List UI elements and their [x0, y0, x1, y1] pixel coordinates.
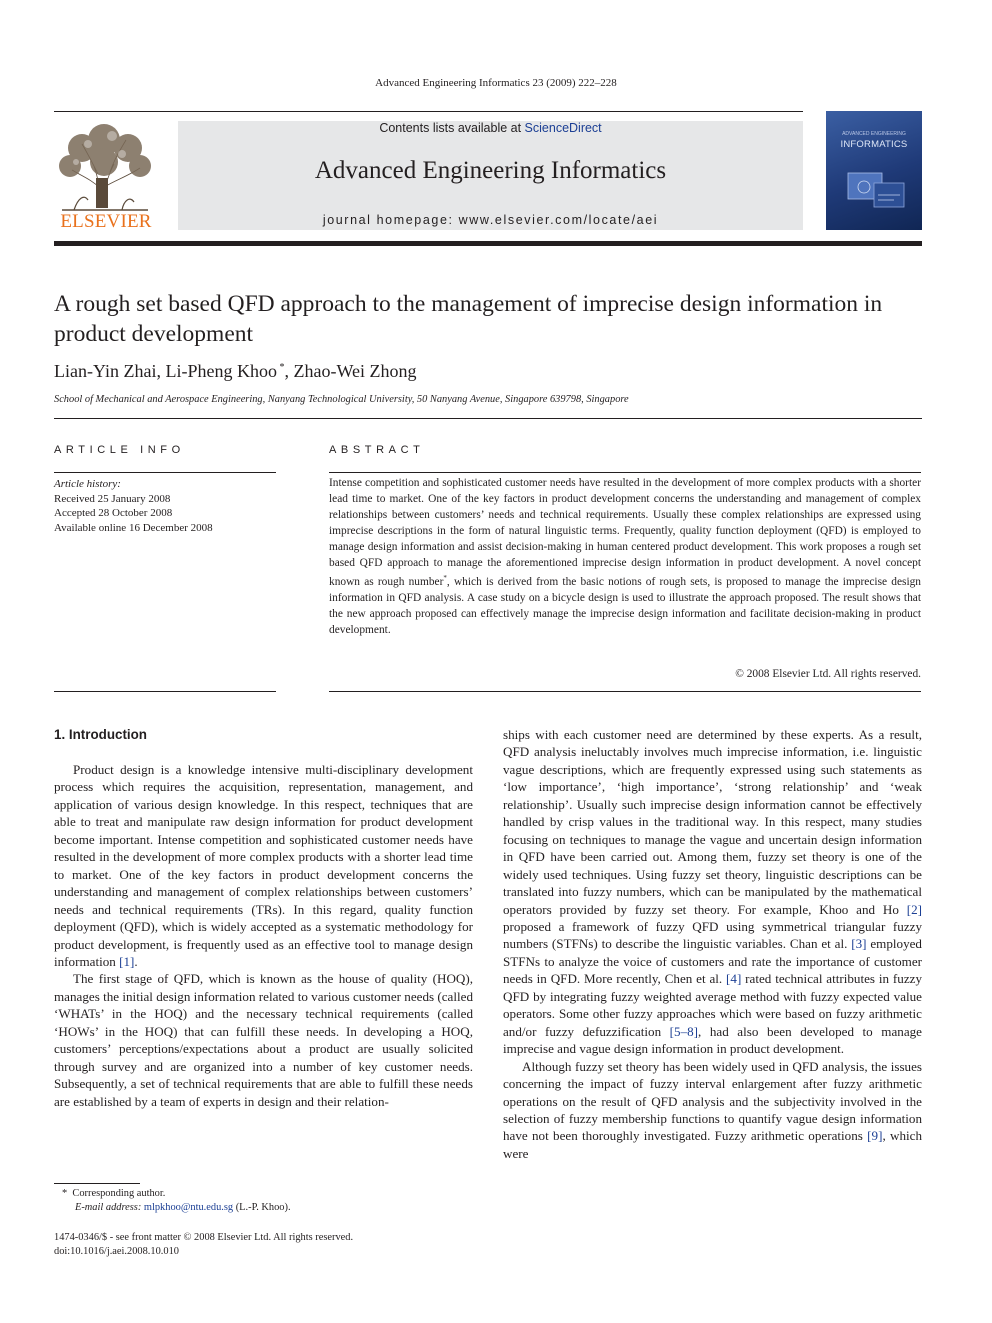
author-name: Li-Pheng Khoo: [165, 361, 277, 381]
citation-link[interactable]: [1]: [119, 953, 135, 969]
article-info-heading: ARTICLE INFO: [54, 444, 185, 456]
paragraph-text: employed STFNs to analyze the voice of customers and rate the importance of customer needs in QFD. More recently, Chen et al.: [503, 936, 922, 987]
footnote: [54, 1187, 291, 1215]
abstract-rule: [329, 472, 921, 473]
article-title: A rough set based QFD approach to the management of imprecise design information in product development: [54, 291, 883, 347]
sciencedirect-link[interactable]: ScienceDirect: [524, 121, 602, 135]
footnote-marker: *: [62, 1188, 68, 1199]
body-paragraph: The first stage of QFD, which is known as the house of quality (HOQ), manages the initial design information related to various customer needs (called ‘WHATs’ in the HOQ) and the necessary technical requirements (called ‘HOWs’ in the HOQ) that can fulfill these needs. In developing a HOQ, customers’ perceptions/expectations about a product are usually solicited through survey and are organized into a number of key customer needs. Subsequently, a set of technical requirements that are able to fulfill these needs are established by a team of experts in design and their relation-: [54, 971, 473, 1109]
corresponding-author-marker[interactable]: *: [276, 362, 285, 373]
elsevier-wordmark: ELSEVIER: [60, 211, 152, 232]
author-affiliation: School of Mechanical and Aerospace Engineering, Nanyang Technological University, 50 Nanyang Avenue, Singapore 639798, Singapore: [54, 394, 629, 405]
paragraph-text: proposed a framework of fuzzy QFD using symmetrical triangular fuzzy numbers (STFNs) to describe the linguistic variables. Chan et al.: [503, 918, 922, 952]
journal-reference: Advanced Engineering Informatics 23 (2009) 222–228: [375, 77, 617, 89]
paragraph-text: Product design is a knowledge intensive multi-disciplinary development process which requires the acquisition, representation, management, and application of various design knowledge. In this respect, techniques that are able to treat and manipulate raw design information for product development become important. Intense competition and sophisticated customer needs have resulted in the development of more complex products with a shorter lead time to market. One of the key factors in product development concerns the understanding and management of complex relationships between customers’ needs and technical requirements (TRs). In this regard, quality function deployment (QFD), which is widely accepted as a systematic methodology for product development, is frequently used as an effective tool to manage design information: [54, 762, 473, 969]
cover-graphic: [844, 165, 908, 215]
citation-link[interactable]: [3]: [851, 936, 867, 952]
history-label: Article history:: [54, 478, 121, 490]
history-accepted: Accepted 28 October 2008: [54, 507, 173, 520]
footnote-email-line: [54, 1201, 291, 1215]
abstract-footnote-marker: *: [443, 574, 447, 583]
journal-homepage[interactable]: journal homepage: www.elsevier.com/locate/aei: [322, 213, 659, 227]
footnote-rule: [54, 1183, 140, 1184]
history-online: Available online 16 December 2008: [54, 521, 213, 534]
body-paragraph: [503, 1058, 922, 1163]
doi-line[interactable]: doi:10.1016/j.aei.2008.10.010: [54, 1246, 179, 1258]
author-name: , Zhao-Wei Zhong: [284, 361, 417, 381]
citation-link[interactable]: [2]: [906, 901, 922, 917]
author-list: [54, 361, 417, 382]
issn-line: 1474-0346/$ - see front matter © 2008 Elsevier Ltd. All rights reserved.: [54, 1232, 354, 1243]
header-rule: [54, 111, 803, 112]
abstract-part: , which is derived from the basic notions of rough sets, is proposed to manage the imprecise design information in QFD analysis. A case study on a bicycle design is used to illustrate the approach proposed. The result shows that the new approach proposed can effectively manage the imprecise design information and facilitate decision-making in product development.: [329, 576, 921, 636]
paragraph-text: , which were: [503, 1128, 923, 1161]
email-label: E-mail address:: [75, 1202, 142, 1213]
section-heading-introduction: 1. Introduction: [54, 727, 147, 742]
article-info-rule: [54, 472, 276, 473]
body-paragraph: [54, 761, 473, 970]
email-link[interactable]: mlpkhoo@ntu.edu.sg: [143, 1202, 234, 1213]
body-column-left: [54, 761, 473, 1110]
cover-title: INFORMATICS: [840, 139, 908, 150]
cover-subtitle: ADVANCED ENGINEERING: [842, 131, 906, 137]
citation-link[interactable]: [4]: [726, 971, 742, 987]
abstract-copyright: © 2008 Elsevier Ltd. All rights reserved.: [735, 668, 921, 680]
paragraph-text: , had also been developed to manage imprecise and vague design information in product development.: [503, 1023, 922, 1057]
contents-line: [178, 121, 803, 135]
abstract-bottom-rule: [329, 691, 921, 692]
body-paragraph: [503, 726, 922, 1058]
abstract-part: Intense competition and sophisticated customer needs have resulted in the development of more complex products with a shorter lead time to market. One of the key factors in product development concerns the understanding and management of complex relationships between customers’ needs and technical requirements. Usually these complex relationships are expressed using imprecise descriptions in the form of natural linguistic terms. Frequently, quality function deployment (QFD) is employed to manage design information and assist decision-making in human centered product development. This work proposes a rough set based QFD approach to manage the aforementioned imprecise design information in product development. A novel concept known as rough number: [329, 477, 921, 589]
paragraph-text: Although fuzzy set theory has been widely used in QFD analysis, the issues concerning the impact of fuzzy interval enlargement after fuzzy arithmetic operations on the result of QFD analysis and the subjectivity involved in the selection of fuzzy membership functions to quantify vague design information have not been thoroughly investigated. Fuzzy arithmetic operations: [503, 1058, 922, 1144]
abstract-text: [329, 476, 921, 639]
affiliation-rule: [54, 418, 922, 419]
citation-link[interactable]: [9]: [867, 1128, 883, 1144]
history-received: Received 25 January 2008: [54, 492, 171, 505]
paragraph-text: .: [134, 953, 138, 969]
paragraph-text: rated technical attributes in fuzzy QFD by integrating fuzzy weighted average method with fuzzy expected value operators. Some other fuzzy approaches which were based on fuzzy arithmetic and/or fuzzy defuzzification: [503, 971, 922, 1039]
header-thick-rule: [54, 241, 922, 246]
email-suffix: (L.-P. Khoo).: [233, 1202, 291, 1213]
author-name: Lian-Yin Zhai,: [54, 361, 166, 381]
journal-title: Advanced Engineering Informatics: [314, 157, 667, 184]
body-column-right: [503, 726, 922, 1162]
footer-meta: [54, 1231, 353, 1259]
paragraph-text: ships with each customer need are determined by these experts. As a result, QFD analysis ineluctably involves much imprecise information, i.e. linguistic vague descriptions, which are frequently expressed using such statements as ‘low importance’, ‘high importance’, ‘strong relationship’ and ‘weak relationship’. Usually such imprecise design information cannot be effectively handled by crisp values in the traditional way. In this respect, many studies focusing on techniques to manage the vague and uncertain design information in QFD have been carried out. Among them, fuzzy set theory is one of the widely used techniques. Using fuzzy set theory, linguistic descriptions can be translated into fuzzy numbers, which can be manipulated by the mathematical operators provided by fuzzy set theory. For example, Khoo and Ho: [503, 727, 922, 917]
contents-prefix: Contents lists available at: [379, 121, 525, 135]
journal-cover-image: [826, 111, 922, 230]
footnote-line: [54, 1187, 291, 1201]
footnote-text: Corresponding author.: [72, 1188, 166, 1199]
article-info-bottom-rule: [54, 691, 276, 692]
article-history: [54, 477, 213, 535]
citation-link[interactable]: [5–8]: [669, 1023, 699, 1039]
abstract-heading: ABSTRACT: [329, 444, 425, 456]
